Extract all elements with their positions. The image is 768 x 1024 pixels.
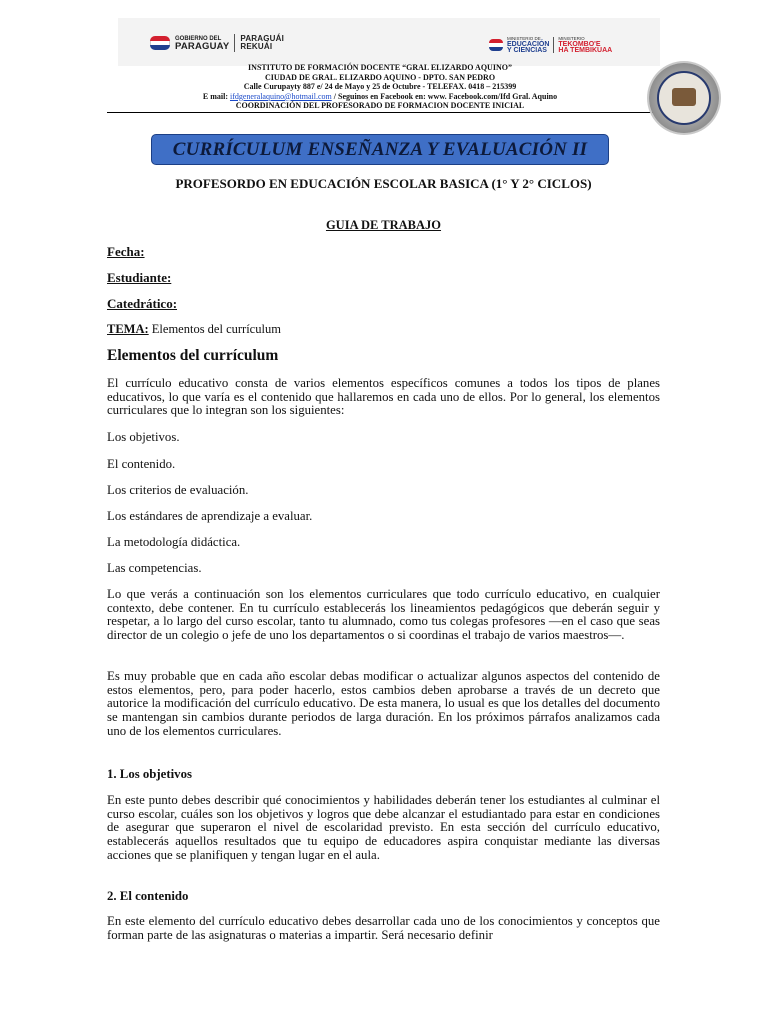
mec-logo-guarani xyxy=(558,36,612,54)
logo-divider xyxy=(553,37,554,53)
tema-label: TEMA: xyxy=(107,322,149,336)
institute-seal-icon xyxy=(649,63,719,133)
email-label: E mail: xyxy=(202,91,230,101)
guide-heading xyxy=(107,218,660,233)
content-paragraph: En este elemento del currículo educativo debes desarrollar cada uno de los conocimientos y conceptos que forman parte de las asignaturas o materias a impartir. Será necesario definir xyxy=(107,914,660,942)
paraguay-emblem-icon xyxy=(150,36,170,50)
gobierno-logo-tag1: PARAGUÁI xyxy=(240,34,285,43)
element-item: Los criterios de evaluación. xyxy=(107,483,249,497)
mec-logo-tag1: TEKOMBO'E xyxy=(558,41,601,48)
header-divider xyxy=(107,112,660,113)
email-link[interactable]: ifdgeneralaquino@hotmail.com xyxy=(229,91,332,101)
mec-logo-tag-small: MINISTERIO xyxy=(558,36,585,41)
paragraph-3: Es muy probable que en cada año escolar debas modificar o actualizar algunos aspectos del contenido de estos elementos, pero, para poder hacerlo, estos cambios deben aprobarse a través de un decreto que autorice la modificación del currículo educativo. De esta manera, lo usual es que los detalles del documento se mantengan sin cambios durante periodos de larga duración. En los próximos párrafos analizamos cada uno de los elementos curriculares. xyxy=(107,669,660,738)
gobierno-logo-tag2: REKUÁI xyxy=(240,42,273,51)
logo-divider xyxy=(234,34,235,52)
institution-header xyxy=(120,63,640,111)
field-estudiante: Estudiante: xyxy=(107,270,172,285)
mec-emblem-icon xyxy=(489,39,503,51)
element-item: Los estándares de aprendizaje a evaluar. xyxy=(107,509,313,523)
header-contact xyxy=(120,92,640,102)
mec-logo-tag2: HA TEMBIKUAA xyxy=(558,47,613,54)
objectives-paragraph: En este punto debes describir qué conocimientos y habilidades deberán tener los estudiantes al culminar el curso escolar, cuáles son los objetivos y logros que debe alcanzar el estudiantado para estar en condiciones de asegurar que superaron el nivel de escolaridad previsto. En esta sección del currículo educativo, establecerás aquellos resultados que tu equipo de educadores aspira conquistar mediante las diversas acciones que se planifiquen y tengan lugar en el aula. xyxy=(107,793,660,862)
guide-heading-text: GUIA DE TRABAJO xyxy=(325,218,442,232)
mec-logo-name1: EDUCACIÓN xyxy=(507,41,550,48)
header-coordination: COORDINACIÓN DEL PROFESORADO DE FORMACION DOCENTE INICIAL xyxy=(235,101,525,110)
section-heading: Elementos del currículum xyxy=(107,347,279,364)
intro-paragraph: El currículo educativo consta de varios elementos específicos comunes a todos los tipos de planes educativos, lo que varía es el contenido que hallaremos en cada uno de ellos. Por lo general, los elementos curriculares que lo integran son los siguientes: xyxy=(107,376,660,418)
seal-book-icon xyxy=(672,88,696,106)
header-institute: INSTITUTO DE FORMACIÓN DOCENTE “GRAL ELIZARDO AQUINO” xyxy=(248,63,512,72)
mec-logo xyxy=(489,36,612,54)
title-banner xyxy=(151,134,609,165)
program-subtitle: PROFESORDO EN EDUCACIÓN ESCOLAR BASICA (1° Y 2° CICLOS) xyxy=(175,176,592,191)
header-city: CIUDAD DE GRAL. ELIZARDO AQUINO - DPTO. SAN PEDRO xyxy=(264,72,496,82)
gobierno-logo-guarani xyxy=(240,35,284,51)
gobierno-logo-small: GOBIERNO DEL xyxy=(175,36,222,42)
facebook-text: / Seguinos en Facebook en: www. Facebook.com/Ifd Gral. Aquino xyxy=(331,91,558,101)
gobierno-paraguay-logo xyxy=(150,34,284,52)
mec-logo-text xyxy=(507,36,549,54)
objectives-heading: 1. Los objetivos xyxy=(107,767,192,781)
mec-logo-small: MINISTERIO DE xyxy=(507,36,541,41)
element-item: El contenido. xyxy=(107,457,176,471)
document-title: CURRÍCULUM ENSEÑANZA Y EVALUACIÓN II xyxy=(172,138,588,160)
mec-logo-name2: Y CIENCIAS xyxy=(507,47,547,54)
header-address: Calle Curupayty 887 e/ 24 de Mayo y 25 de Octubre - TELEFAX. 0418 – 215399 xyxy=(243,82,517,91)
element-item: La metodología didáctica. xyxy=(107,535,241,549)
seal-inner xyxy=(657,71,711,125)
paragraph-2: Lo que verás a continuación son los elementos curriculares que todo currículo educativo, en cualquier contexto, debe contener. En tu currículo establecerás los lineamientos pedagógicos que deberán seguir y respetar, a lo largo del curso escolar, tanto tu alumnado, como tus colegas profesores —en el caso que seas director de un colegio o jefe de uno los departamentos o si coordinas el trabajo de varios maestros—. xyxy=(107,587,660,643)
element-item: Los objetivos. xyxy=(107,430,180,444)
tema-value: Elementos del currículum xyxy=(148,322,281,336)
gobierno-logo-name: PARAGUAY xyxy=(175,41,230,52)
element-item: Las competencias. xyxy=(107,561,202,575)
tema-line xyxy=(107,322,281,337)
field-fecha: Fecha: xyxy=(107,244,145,259)
content-heading: 2. El contenido xyxy=(107,889,189,903)
gobierno-logo-text xyxy=(175,35,229,51)
field-catedratico: Catedrático: xyxy=(107,296,178,311)
